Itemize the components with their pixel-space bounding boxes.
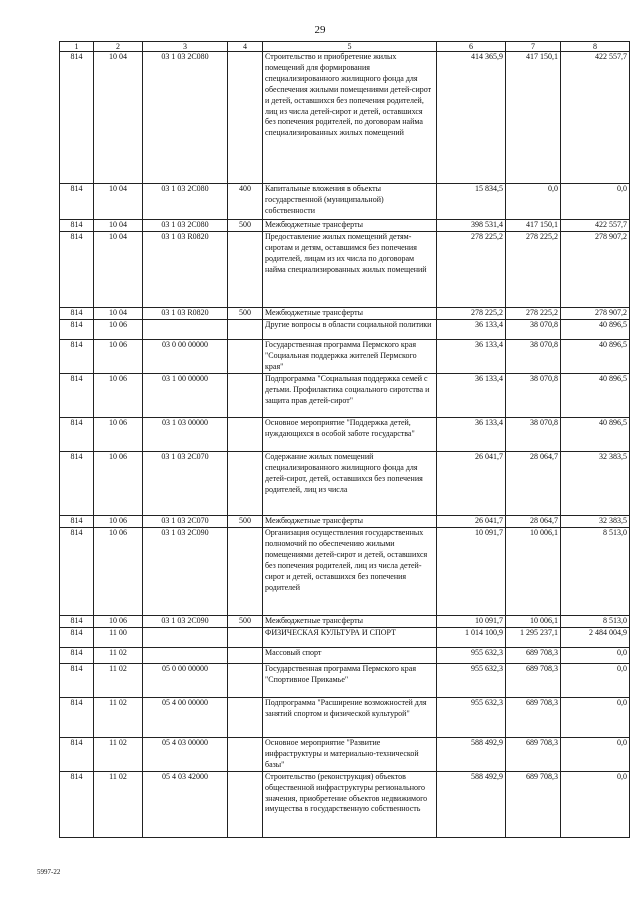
cell-value-col6: 398 531,4 [437, 220, 506, 232]
cell-target-code: 03 1 03 2С080 [143, 220, 228, 232]
cell-publisher: 814 [60, 516, 94, 528]
table-row [60, 340, 630, 374]
table-row [60, 452, 630, 516]
cell-value-col8: 32 383,5 [561, 452, 630, 516]
cell-value-col7: 689 708,3 [506, 698, 561, 738]
cell-description: Другие вопросы в области социальной политики [263, 320, 437, 340]
table-row [60, 698, 630, 738]
cell-publisher: 814 [60, 771, 94, 837]
cell-section: 10 06 [94, 528, 143, 616]
cell-expense-type: 500 [228, 616, 263, 628]
cell-publisher: 814 [60, 374, 94, 418]
cell-value-col6: 588 492,9 [437, 738, 506, 772]
cell-target-code: 03 1 03 R0820 [143, 232, 228, 308]
cell-target-code: 03 1 03 2С090 [143, 616, 228, 628]
cell-value-col8: 8 513,0 [561, 528, 630, 616]
cell-value-col7: 38 070,8 [506, 320, 561, 340]
cell-value-col7: 278 225,2 [506, 232, 561, 308]
cell-section: 11 02 [94, 771, 143, 837]
cell-section: 10 04 [94, 308, 143, 320]
cell-value-col8: 422 557,7 [561, 52, 630, 184]
cell-value-col8: 0,0 [561, 648, 630, 664]
cell-section: 10 04 [94, 52, 143, 184]
column-header: 3 [143, 42, 228, 52]
cell-value-col7: 417 150,1 [506, 52, 561, 184]
table-row [60, 664, 630, 698]
cell-value-col6: 10 091,7 [437, 528, 506, 616]
cell-target-code: 03 1 03 2С070 [143, 452, 228, 516]
cell-expense-type [228, 738, 263, 772]
table-row [60, 308, 630, 320]
table-header-row [60, 42, 630, 52]
cell-value-col7: 689 708,3 [506, 648, 561, 664]
cell-value-col8: 8 513,0 [561, 616, 630, 628]
cell-value-col7: 278 225,2 [506, 308, 561, 320]
cell-description: Межбюджетные трансферты [263, 516, 437, 528]
cell-value-col7: 689 708,3 [506, 771, 561, 837]
cell-value-col6: 955 632,3 [437, 648, 506, 664]
cell-value-col7: 38 070,8 [506, 418, 561, 452]
cell-value-col7: 689 708,3 [506, 664, 561, 698]
cell-value-col8: 40 896,5 [561, 418, 630, 452]
column-header: 8 [561, 42, 630, 52]
cell-expense-type [228, 452, 263, 516]
cell-publisher: 814 [60, 628, 94, 648]
cell-target-code [143, 648, 228, 664]
cell-value-col8: 0,0 [561, 771, 630, 837]
cell-description: Основное мероприятие "Поддержка детей, нуждающихся в особой заботе государства" [263, 418, 437, 452]
cell-description: Строительство (реконструкция) объектов общественной инфраструктуры регионального значения, приобретение объектов недвижимого имущества в государственную собственность [263, 771, 437, 837]
cell-description: Предоставление жилых помещений детям-сиротам и детям, оставшимся без попечения родителей, лицам из их числа по договорам найма специализированных жилых помещений [263, 232, 437, 308]
column-header: 1 [60, 42, 94, 52]
cell-section: 10 06 [94, 340, 143, 374]
cell-value-col7: 689 708,3 [506, 738, 561, 772]
cell-target-code: 05 4 00 00000 [143, 698, 228, 738]
cell-value-col8: 0,0 [561, 698, 630, 738]
table-row [60, 418, 630, 452]
cell-value-col6: 278 225,2 [437, 308, 506, 320]
cell-value-col7: 1 295 237,1 [506, 628, 561, 648]
cell-value-col8: 2 484 004,9 [561, 628, 630, 648]
cell-description: Межбюджетные трансферты [263, 220, 437, 232]
cell-expense-type [228, 232, 263, 308]
cell-expense-type [228, 771, 263, 837]
cell-value-col8: 32 383,5 [561, 516, 630, 528]
cell-target-code: 03 0 00 00000 [143, 340, 228, 374]
cell-section: 10 06 [94, 374, 143, 418]
cell-expense-type [228, 52, 263, 184]
cell-section: 10 04 [94, 232, 143, 308]
cell-target-code: 03 1 03 00000 [143, 418, 228, 452]
cell-value-col7: 10 006,1 [506, 528, 561, 616]
cell-section: 11 02 [94, 664, 143, 698]
table-row [60, 220, 630, 232]
cell-expense-type: 500 [228, 308, 263, 320]
cell-value-col8: 40 896,5 [561, 374, 630, 418]
cell-publisher: 814 [60, 418, 94, 452]
cell-expense-type [228, 648, 263, 664]
cell-expense-type [228, 320, 263, 340]
cell-value-col8: 278 907,2 [561, 308, 630, 320]
cell-section: 10 06 [94, 418, 143, 452]
table-row [60, 738, 630, 772]
cell-expense-type [228, 698, 263, 738]
cell-value-col7: 28 064,7 [506, 516, 561, 528]
cell-section: 10 06 [94, 616, 143, 628]
cell-description: Капитальные вложения в объекты государственной (муниципальной) собственности [263, 184, 437, 220]
cell-value-col7: 10 006,1 [506, 616, 561, 628]
cell-section: 10 06 [94, 320, 143, 340]
cell-description: Межбюджетные трансферты [263, 308, 437, 320]
table-row [60, 648, 630, 664]
cell-publisher: 814 [60, 528, 94, 616]
cell-value-col8: 422 557,7 [561, 220, 630, 232]
cell-target-code: 03 1 00 00000 [143, 374, 228, 418]
cell-target-code: 03 1 03 2С080 [143, 184, 228, 220]
column-header: 2 [94, 42, 143, 52]
cell-description: Массовый спорт [263, 648, 437, 664]
cell-publisher: 814 [60, 616, 94, 628]
cell-value-col7: 417 150,1 [506, 220, 561, 232]
cell-value-col6: 1 014 100,9 [437, 628, 506, 648]
cell-expense-type [228, 528, 263, 616]
cell-target-code [143, 320, 228, 340]
cell-expense-type: 500 [228, 516, 263, 528]
cell-value-col8: 40 896,5 [561, 340, 630, 374]
cell-target-code [143, 628, 228, 648]
cell-publisher: 814 [60, 232, 94, 308]
table-row [60, 628, 630, 648]
footer-code: 5997-22 [37, 868, 61, 876]
cell-target-code: 03 1 03 2С090 [143, 528, 228, 616]
cell-expense-type [228, 418, 263, 452]
cell-section: 11 02 [94, 738, 143, 772]
cell-description: Подпрограмма "Расширение возможностей для занятий спортом и физической культурой" [263, 698, 437, 738]
cell-publisher: 814 [60, 184, 94, 220]
cell-value-col6: 26 041,7 [437, 452, 506, 516]
cell-value-col6: 36 133,4 [437, 418, 506, 452]
cell-expense-type [228, 628, 263, 648]
cell-description: Содержание жилых помещений специализированного жилищного фонда для детей-сирот, детей, оставшихся без попечения родителей, лиц из числа [263, 452, 437, 516]
cell-value-col8: 40 896,5 [561, 320, 630, 340]
cell-publisher: 814 [60, 664, 94, 698]
cell-target-code: 03 1 03 R0820 [143, 308, 228, 320]
cell-value-col6: 955 632,3 [437, 664, 506, 698]
budget-table [59, 41, 630, 838]
cell-expense-type [228, 374, 263, 418]
cell-description: Основное мероприятие "Развитие инфраструктуры и материально-технической базы" [263, 738, 437, 772]
cell-description: Строительство и приобретение жилых помещений для формирования специализированного жилищного фонда для обеспечения жилыми помещениями детей-сирот и детей, оставшихся без попечения родителей, лиц из числа детей-сирот и детей, оставшихся без попечения родителей, по договорам найма специализированных жилых помещений [263, 52, 437, 184]
table-row [60, 516, 630, 528]
cell-target-code: 05 4 03 42000 [143, 771, 228, 837]
cell-publisher: 814 [60, 308, 94, 320]
cell-value-col8: 0,0 [561, 738, 630, 772]
cell-value-col7: 38 070,8 [506, 340, 561, 374]
cell-value-col6: 955 632,3 [437, 698, 506, 738]
cell-value-col6: 15 834,5 [437, 184, 506, 220]
cell-section: 10 06 [94, 452, 143, 516]
cell-expense-type [228, 664, 263, 698]
page-number: 29 [314, 24, 326, 36]
column-header: 6 [437, 42, 506, 52]
cell-value-col8: 278 907,2 [561, 232, 630, 308]
table-row [60, 771, 630, 837]
cell-description: ФИЗИЧЕСКАЯ КУЛЬТУРА И СПОРТ [263, 628, 437, 648]
cell-section: 10 06 [94, 516, 143, 528]
cell-publisher: 814 [60, 738, 94, 772]
cell-section: 10 04 [94, 220, 143, 232]
cell-target-code: 03 1 03 2С070 [143, 516, 228, 528]
cell-value-col7: 28 064,7 [506, 452, 561, 516]
cell-publisher: 814 [60, 698, 94, 738]
cell-value-col7: 0,0 [506, 184, 561, 220]
cell-value-col8: 0,0 [561, 664, 630, 698]
cell-section: 10 04 [94, 184, 143, 220]
cell-description: Организация осуществления государственных полномочий по обеспечению жилыми помещениями детей-сирот и детей, оставшихся без попечения родителей, лиц из числа детей-сирот и детей, оставшихся без попечения родителей [263, 528, 437, 616]
cell-value-col6: 36 133,4 [437, 320, 506, 340]
cell-value-col6: 278 225,2 [437, 232, 506, 308]
table-row [60, 52, 630, 184]
cell-description: Государственная программа Пермского края "Спортивное Прикамье" [263, 664, 437, 698]
cell-target-code: 05 4 03 00000 [143, 738, 228, 772]
cell-value-col7: 38 070,8 [506, 374, 561, 418]
cell-section: 11 02 [94, 698, 143, 738]
cell-value-col6: 10 091,7 [437, 616, 506, 628]
cell-value-col6: 588 492,9 [437, 771, 506, 837]
cell-section: 11 02 [94, 648, 143, 664]
column-header: 5 [263, 42, 437, 52]
table-row [60, 320, 630, 340]
cell-value-col6: 36 133,4 [437, 340, 506, 374]
cell-description: Межбюджетные трансферты [263, 616, 437, 628]
cell-publisher: 814 [60, 320, 94, 340]
cell-publisher: 814 [60, 452, 94, 516]
cell-publisher: 814 [60, 52, 94, 184]
table-row [60, 528, 630, 616]
cell-value-col6: 414 365,9 [437, 52, 506, 184]
cell-value-col6: 36 133,4 [437, 374, 506, 418]
cell-value-col6: 26 041,7 [437, 516, 506, 528]
cell-value-col8: 0,0 [561, 184, 630, 220]
table-row [60, 184, 630, 220]
cell-target-code: 05 0 00 00000 [143, 664, 228, 698]
cell-expense-type: 500 [228, 220, 263, 232]
cell-section: 11 00 [94, 628, 143, 648]
cell-publisher: 814 [60, 340, 94, 374]
cell-description: Подпрограмма "Социальная поддержка семей с детьми. Профилактика социального сиротства и защита прав детей-сирот" [263, 374, 437, 418]
cell-publisher: 814 [60, 220, 94, 232]
table-row [60, 616, 630, 628]
cell-description: Государственная программа Пермского края "Социальная поддержка жителей Пермского края" [263, 340, 437, 374]
cell-publisher: 814 [60, 648, 94, 664]
column-header: 4 [228, 42, 263, 52]
table-row [60, 374, 630, 418]
column-header: 7 [506, 42, 561, 52]
cell-expense-type [228, 340, 263, 374]
cell-expense-type: 400 [228, 184, 263, 220]
cell-target-code: 03 1 03 2С080 [143, 52, 228, 184]
table-row [60, 232, 630, 308]
